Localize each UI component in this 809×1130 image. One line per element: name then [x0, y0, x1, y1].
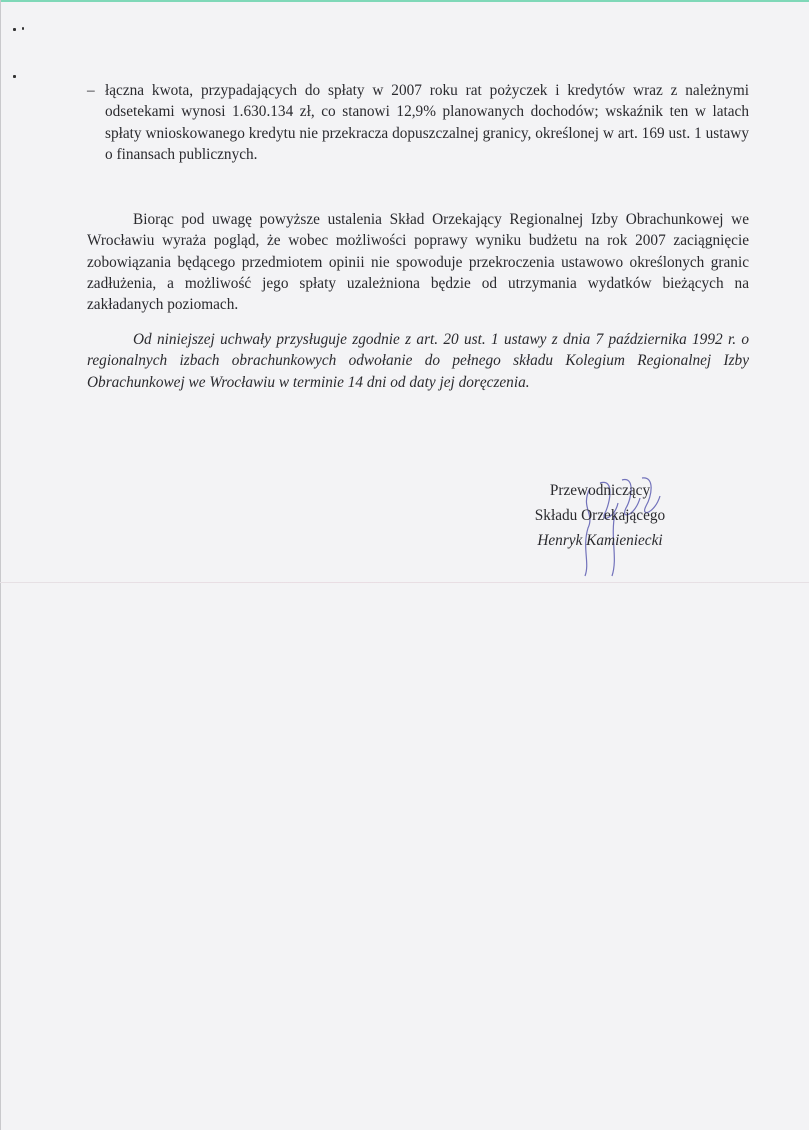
bullet-text: łączna kwota, przypadających do spłaty w 2007 roku rat pożyczek i kredytów wraz z należnymi odsetekami wynosi 1.630.134 zł, co stanowi 12,9% planowanych dochodów; wskaźnik ten w latach spłaty wnioskowanego kredytu nie przekracza dopuszczalnej granicy, określonej w art. 169 ust. 1 ustawy o finansach publicznych.	[105, 82, 749, 163]
page-left-edge	[0, 0, 1, 1130]
scan-speck	[22, 27, 24, 30]
opinion-paragraph: Biorąc pod uwagę powyższe ustalenia Skład Orzekający Regionalnej Izby Obrachunkowej we Wrocławiu wyraża pogląd, że wobec możliwości poprawy wyniku budżetu na rok 2007 zaciągnięcie zobowiązania będącego przedmiotem opinii nie spowoduje przekroczenia ustawowo określonych granic zadłużenia, a możliwość jego spłaty uzależniona będzie od utrzymania wydatków bieżących na zakładanych poziomach.	[87, 211, 749, 314]
signatory-name: Henryk Kamieniecki	[537, 532, 663, 549]
signatory-title-line2: Składu Orzekającego	[534, 507, 666, 524]
paper-fold-line	[0, 582, 809, 583]
bullet-dash: –	[87, 82, 95, 99]
scan-speck	[13, 28, 16, 31]
scan-speck	[13, 75, 16, 78]
signature-block	[520, 478, 680, 553]
page-top-edge	[0, 0, 809, 2]
appeal-paragraph: Od niniejszej uchwały przysługuje zgodnie z art. 20 ust. 1 ustawy z dnia 7 października 1992 r. o regionalnych izbach obrachunkowych odwołanie do pełnego składu Kolegium Regionalnej Izby Obrachunkowej we Wrocławiu w terminie 14 dni od daty jej doręczenia.	[87, 331, 749, 391]
bullet-item-repayment	[87, 80, 749, 165]
signatory-title-line1: Przewodniczący	[549, 482, 651, 499]
